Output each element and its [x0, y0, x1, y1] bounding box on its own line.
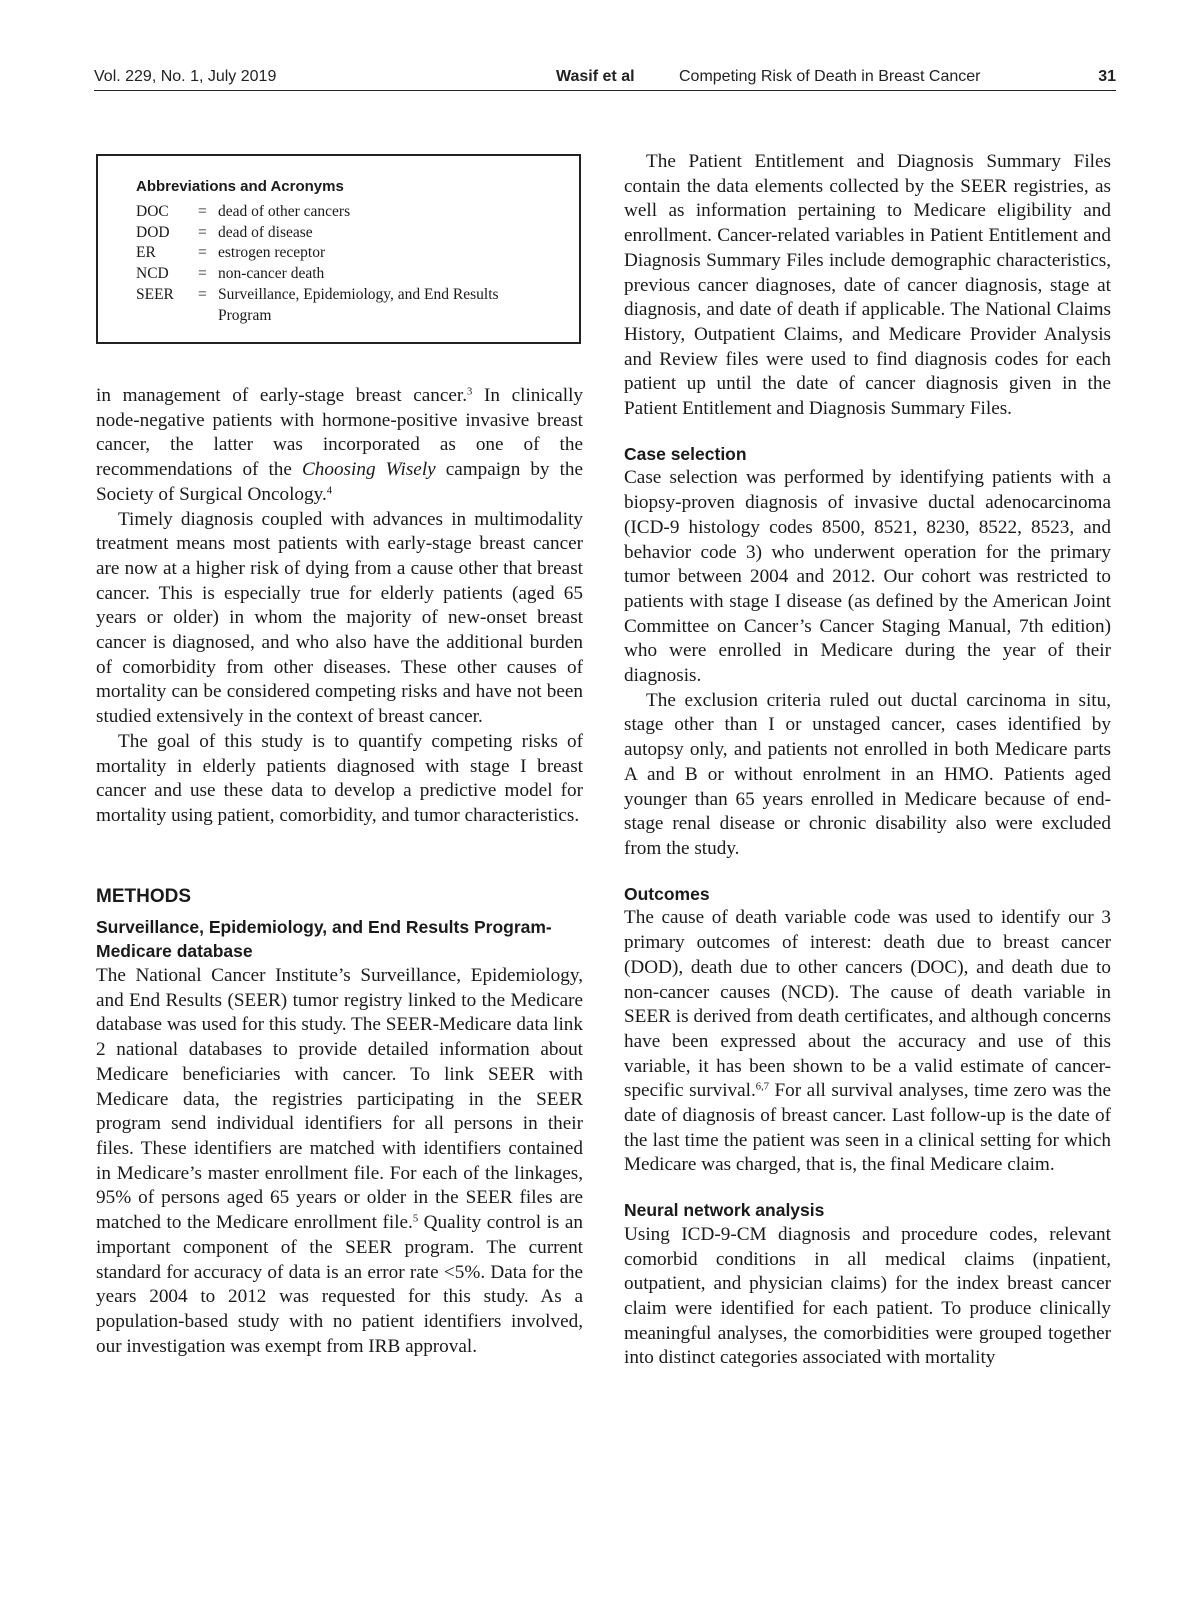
body-paragraph: Timely diagnosis coupled with advances in multimodality treatment means most patients with early-stage breast cancer are now at a higher risk of dying from a cause other that breast cancer. This is especially true for elderly patients (aged 65 years or older) in whom the majority of new-onset breast cancer is diagnosed, and who also have the additional burden of comorbidity from other diseases. These other causes of mortality can be considered competing risks and have not been studied extensively in the context of breast cancer. — [96, 508, 583, 728]
body-paragraph: The National Cancer Institute’s Surveillance, Epidemiology, and End Results (SEER) tumor registry linked to the Medicare database was used for this study. The SEER-Medicare data link 2 national databases to provide detailed information about Medicare beneficiaries with cancer. To link SEER with Medicare data, the registries participating in the SEER program send individual identifiers for all persons in their files. These identifiers are matched with identifiers contained in Medicare’s master enrollment file. For each of the linkages, 95% of persons aged 65 years or older in the SEER files are matched to the Medicare enrollment file.$^5$ Quality control is an important component of the SEER program. The current standard for accuracy of data is an error rate <5%. Data for the years 2004 to 2012 was requested for this study. As a population-based study with no patient identifiers involved, our investigation was exempt from IRB approval. — [96, 965, 583, 1357]
citation: 4 — [326, 485, 333, 497]
citation: 5 — [412, 1213, 419, 1225]
abbreviation-equals: = — [198, 265, 207, 283]
page-number: 31 — [1098, 68, 1116, 85]
citation: 6,7 — [755, 1081, 769, 1093]
abbreviations-box — [96, 154, 581, 344]
seer-medicare-heading: Surveillance, Epidemiology, and End Results Program-Medicare database — [96, 916, 552, 962]
header-title: Competing Risk of Death in Breast Cancer — [679, 68, 981, 85]
abbreviation-definition: dead of other cancers — [218, 203, 351, 220]
body-paragraph: Using ICD-9-CM diagnosis and procedure codes, relevant comorbid conditions in all medical claims (inpatient, outpatient, and physician claims) for the index breast cancer claim were identified for each patient. To produce clinically meaningful analyses, the comorbidities were grouped together into distinct categories associated with mortality — [624, 1223, 1111, 1369]
right-column — [624, 150, 1111, 1371]
abbreviation-term: SEER — [136, 285, 174, 303]
header-authors: Wasif et al — [556, 68, 635, 85]
abbreviation-row — [136, 285, 528, 326]
neural-network-heading: Neural network analysis — [624, 1200, 825, 1221]
abbreviation-row — [136, 264, 528, 285]
body-paragraph: The cause of death variable code was used to identify our 3 primary outcomes of interest: death due to breast cancer (DOD), death due to other cancers (DOC), and death due to non-cancer causes (NCD). The cause of death variable in SEER is derived from death certificates, and although concerns have been expressed about the accuracy and use of this variable, it has been shown to be a valid estimate of cancer-specific survival.$^{6,7}$ For all survival analyses, time zero was the date of diagnosis of breast cancer. Last follow-up is the date of the last time the patient was seen in a clinical setting for which Medicare was charged, that is, the final Medicare claim. — [624, 907, 1111, 1176]
body-paragraph: The Patient Entitlement and Diagnosis Summary Files contain the data elements collected by the SEER registries, as well as information pertaining to Medicare eligibility and enrollment. Cancer-related variables in Patient Entitlement and Diagnosis Summary Files include demographic characteristics, previous cancer diagnoses, date of cancer diagnosis, stage at diagnosis, and date of death if applicable. The National Claims History, Outpatient Claims, and Medicare Provider Analysis and Review files were used to find diagnosis codes for each patient up until the date of cancer diagnosis given in the Patient Entitlement and Diagnosis Summary Files. — [624, 151, 1111, 420]
abbreviations-title: Abbreviations and Acronyms — [136, 178, 344, 195]
abbreviation-equals: = — [198, 223, 207, 241]
abbreviation-row — [136, 223, 528, 244]
abbreviation-term: ER — [136, 244, 156, 262]
abbreviation-definition: non-cancer death — [218, 265, 325, 283]
abbreviation-definition: estrogen receptor — [218, 244, 326, 262]
intro-paragraph: in management of early-stage breast cancer.$^3$ In clinically node-negative patients with hormone-positive invasive breast cancer, the latter was incorporated as one of the recommendations of the Choosing Wisely campaign by the Society of Surgical Oncology.$^4$ — [96, 385, 584, 505]
running-header — [94, 64, 1116, 88]
abbreviation-equals: = — [198, 203, 207, 220]
abbreviation-equals: = — [198, 285, 207, 303]
abbreviation-row — [136, 243, 528, 264]
body-paragraph: The exclusion criteria ruled out ductal carcinoma in situ, stage other than I or unstaged cancer, cases identified by autopsy only, and patients not enrolled in both Medicare parts A and B or without enrolment in an HMO. Patients aged younger than 65 years enrolled in Medicare because of end-stage renal disease or chronic disability also were excluded from the study. — [624, 689, 1111, 859]
body-paragraph: Case selection was performed by identifying patients with a biopsy-proven diagnosis of invasive ductal adenocarcinoma (ICD-9 histology codes 8500, 8521, 8230, 8522, 8523, and behavior code 3) who underwent operation for the primary tumor between 2004 and 2012. Our cohort was restricted to patients with stage I disease (as defined by the American Joint Committee on Cancer’s Cancer Staging Manual, 7th edition) who were enrolled in Medicare during the year of their diagnosis. — [624, 467, 1111, 687]
campaign-name: Choosing Wisely — [301, 459, 436, 481]
abbreviations-list — [136, 202, 528, 326]
abbreviation-equals: = — [198, 244, 207, 262]
citation: 3 — [467, 386, 473, 398]
body-paragraph: The goal of this study is to quantify competing risks of mortality in elderly patients diagnosed with stage I breast cancer and use these data to develop a predictive model for mortality using patient, comorbidity, and tumor characteristics. — [96, 730, 583, 826]
case-selection-heading: Case selection — [624, 443, 747, 464]
abbreviation-term: NCD — [136, 265, 169, 283]
abbreviation-definition: Surveillance, Epidemiology, and End Results Program — [218, 285, 499, 324]
methods-heading: METHODS — [96, 885, 191, 907]
journal-info: Vol. 229, No. 1, July 2019 — [94, 68, 277, 85]
abbreviation-term: DOC — [136, 203, 169, 220]
abbreviation-row — [136, 202, 528, 223]
abbreviation-definition: dead of disease — [218, 223, 313, 241]
abbreviation-term: DOD — [136, 223, 170, 241]
header-rule — [94, 90, 1116, 91]
left-column — [96, 384, 583, 1359]
outcomes-heading: Outcomes — [624, 883, 710, 904]
